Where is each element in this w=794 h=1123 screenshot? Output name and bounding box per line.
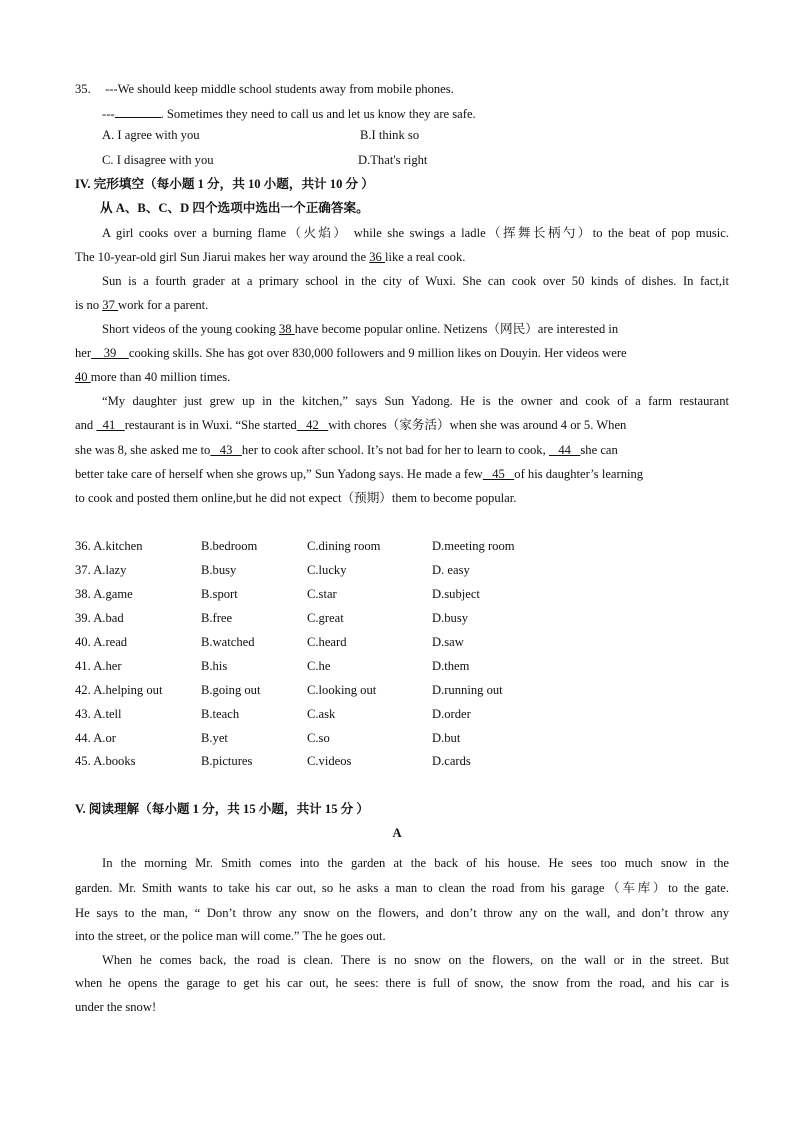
q35-option-a: A. I agree with you — [102, 128, 200, 142]
passage5-line: In the morning Mr. Smith comes into the garden at the back of his house. He sees too much snow in the — [102, 856, 729, 870]
passage5-line: He says to the man, “ Don’t throw any snow on the flowers, and don’t throw any on the wall, and don’t throw any — [75, 906, 729, 920]
blank-38: 38 — [279, 322, 295, 336]
choice-a: 45. A.books — [75, 754, 136, 768]
passage4-line — [75, 465, 643, 483]
passage4-line — [75, 441, 618, 459]
choice-c: C.videos — [307, 754, 352, 768]
passage5-line: when he opens the garage to get his car out, he sees: there is full of snow, the snow from the road, and his car is — [75, 976, 729, 990]
q35-prompt: ---We should keep middle school students away from mobile phones. — [105, 82, 454, 96]
section4-instruction: 从 A、B、C、D 四个选项中选出一个正确答案。 — [100, 201, 369, 215]
blank-45: 45 — [482, 467, 515, 481]
text: of his daughter’s learning — [514, 467, 644, 481]
choice-d: D.subject — [432, 587, 480, 601]
choice-b: B.going out — [201, 683, 261, 697]
passage4-line — [75, 416, 626, 434]
choice-d: D.meeting room — [432, 539, 515, 553]
blank-42: 42 — [296, 418, 329, 432]
section4-title: IV. 完形填空（每小题 1 分，共 10 小题，共计 10 分 ） — [75, 177, 374, 191]
text: The 10-year-old girl Sun Jiarui makes her way around the — [75, 250, 370, 264]
text: she was 8, she asked me to — [75, 443, 211, 457]
passage5-line: garden. Mr. Smith wants to take his car out, so he asks a man to clean the road from his garage（车库）to the gate. — [75, 881, 729, 895]
choice-c: C.he — [307, 659, 331, 673]
choice-a: 41. A.her — [75, 659, 122, 673]
choice-a: 37. A.lazy — [75, 563, 127, 577]
choice-c: C.dining room — [307, 539, 381, 553]
q35-response: . Sometimes they need to call us and let us know they are safe. — [160, 107, 476, 121]
text: work for a parent. — [118, 298, 209, 312]
choice-a: 38. A.game — [75, 587, 133, 601]
text: she can — [580, 443, 618, 457]
choice-d: D.running out — [432, 683, 503, 697]
text: like a real cook. — [384, 250, 466, 264]
choice-d: D.cards — [432, 754, 471, 768]
passage4-line: to cook and posted them online,but he did not expect（预期）them to become popular. — [75, 491, 517, 505]
q35-dash: --- — [102, 107, 115, 121]
passage4-line: Sun is a fourth grader at a primary school in the city of Wuxi. She can cook over 50 kinds of dishes. In fact,it — [102, 274, 729, 288]
choice-b: B.free — [201, 611, 233, 625]
blank-40: 40 — [75, 370, 91, 384]
choice-d: D.order — [432, 707, 471, 721]
choice-b: B.his — [201, 659, 228, 673]
choice-d: D.saw — [432, 635, 464, 649]
choice-a: 40. A.read — [75, 635, 128, 649]
passage5-line: under the snow! — [75, 1000, 157, 1014]
choice-b: B.sport — [201, 587, 238, 601]
passage4-line: A girl cooks over a burning flame（火焰） while she swings a ladle（挥舞长柄勺）to the beat of pop music. — [102, 226, 729, 240]
choice-b: B.bedroom — [201, 539, 258, 553]
choice-c: C.looking out — [307, 683, 377, 697]
choice-a: 39. A.bad — [75, 611, 124, 625]
q35-option-c: C. I disagree with you — [102, 153, 214, 167]
choice-d: D.them — [432, 659, 470, 673]
text: Short videos of the young cooking — [102, 322, 279, 336]
blank-36: 36 — [369, 250, 385, 264]
choice-c: C.great — [307, 611, 344, 625]
passage5-line: into the street, or the police man will come.” The he goes out. — [75, 929, 386, 943]
passage5-line: When he comes back, the road is clean. There is no snow on the flowers, on the wall or in the street. But — [102, 953, 729, 967]
choice-c: C.so — [307, 731, 330, 745]
text: have become popular online. Netizens（网民）are interested in — [294, 322, 619, 336]
q35-line1 — [75, 80, 454, 98]
q35-option-d: D.That's right — [358, 153, 428, 167]
choice-b: B.busy — [201, 563, 237, 577]
section5-part-label: A — [392, 826, 402, 840]
choice-c: C.lucky — [307, 563, 347, 577]
section5-title: V. 阅读理解（每小题 1 分，共 15 小题，共计 15 分 ） — [75, 802, 369, 816]
choice-b: B.pictures — [201, 754, 253, 768]
q35-answer-blank — [115, 104, 161, 118]
text: better take care of herself when she grows up,” Sun Yadong says. He made a few — [75, 467, 483, 481]
q35-line2 — [102, 104, 476, 123]
passage4-line — [75, 248, 465, 266]
choice-d: D. easy — [432, 563, 470, 577]
q35-number: 35. — [75, 82, 91, 96]
choice-c: C.star — [307, 587, 337, 601]
text: restaurant is in Wuxi. “She started — [124, 418, 297, 432]
text: her to cook after school. It’s not bad for her to learn to cook, — [241, 443, 549, 457]
text: cooking skills. She has got over 830,000 followers and 9 million likes on Douyin. Her videos were — [128, 346, 627, 360]
passage4-line: “My daughter just grew up in the kitchen,” says Sun Yadong. He is the owner and cook of a farm restaurant — [102, 394, 729, 408]
text: and — [75, 418, 97, 432]
choice-a: 36. A.kitchen — [75, 539, 143, 553]
text: with chores（家务活）when she was around 4 or 5. When — [328, 418, 627, 432]
q35-option-b: B.I think so — [360, 128, 420, 142]
choice-c: C.ask — [307, 707, 336, 721]
passage4-line — [75, 344, 729, 362]
choice-d: D.busy — [432, 611, 469, 625]
choice-d: D.but — [432, 731, 461, 745]
text: is no — [75, 298, 103, 312]
passage4-line — [75, 368, 230, 386]
choice-a: 43. A.tell — [75, 707, 122, 721]
text: her — [75, 346, 92, 360]
choice-a: 42. A.helping out — [75, 683, 163, 697]
passage4-line — [102, 320, 618, 338]
text: more than 40 million times. — [90, 370, 231, 384]
choice-b: B.watched — [201, 635, 255, 649]
choice-b: B.teach — [201, 707, 240, 721]
blank-41: 41 — [96, 418, 125, 432]
choice-c: C.heard — [307, 635, 347, 649]
blank-39: 39 — [91, 346, 129, 360]
choice-b: B.yet — [201, 731, 228, 745]
blank-43: 43 — [210, 443, 242, 457]
blank-37: 37 — [102, 298, 119, 312]
blank-44: 44 — [548, 443, 581, 457]
passage4-line — [75, 296, 208, 314]
choice-a: 44. A.or — [75, 731, 116, 745]
